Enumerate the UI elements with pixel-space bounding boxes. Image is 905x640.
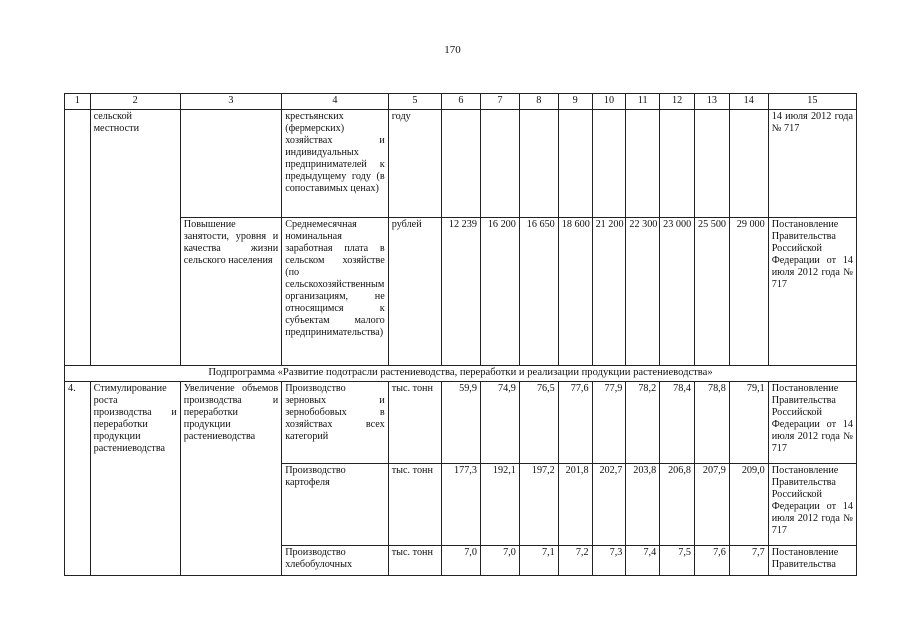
- cell-goal: Увеличение объемов производства и переработки продукции растениеводства: [180, 381, 281, 575]
- cell-goal: [180, 110, 281, 218]
- cell-value: [626, 110, 660, 218]
- cell-source: Постановление Правительства Российской Федерации от 14 июля 2012 года № 717: [768, 381, 856, 463]
- cell-value: 74,9: [480, 381, 519, 463]
- cell-unit: году: [388, 110, 441, 218]
- cell-value: 23 000: [660, 218, 695, 366]
- cell-value: 7,1: [519, 545, 558, 575]
- cell-indicator: Производство хлебобулочных: [282, 545, 389, 575]
- cell-value: 203,8: [626, 463, 660, 545]
- cell-indicator: крестьянских (фермерских) хозяйствах и индивидуальных предпринимателей к предыдущему году (в сопоставимых ценах): [282, 110, 389, 218]
- cell-value: 7,5: [660, 545, 695, 575]
- cell-value: 78,2: [626, 381, 660, 463]
- cell-value: 7,0: [480, 545, 519, 575]
- cell-value: 76,5: [519, 381, 558, 463]
- cell-value: [660, 110, 695, 218]
- cell-value: 206,8: [660, 463, 695, 545]
- cell-value: 12 239: [442, 218, 481, 366]
- cell-value: 77,6: [558, 381, 592, 463]
- cell-value: 197,2: [519, 463, 558, 545]
- column-numbers-row: [65, 94, 857, 110]
- table-row: [65, 110, 857, 218]
- indicators-table: [64, 93, 857, 576]
- col-header: 9: [558, 94, 592, 110]
- cell-value: 177,3: [442, 463, 481, 545]
- cell-value: 16 650: [519, 218, 558, 366]
- cell-value: 78,8: [694, 381, 729, 463]
- col-header: 3: [180, 94, 281, 110]
- cell-value: 201,8: [558, 463, 592, 545]
- cell-value: 29 000: [729, 218, 768, 366]
- col-header: 4: [282, 94, 389, 110]
- table-row: [65, 381, 857, 463]
- cell-source: Постановление Правительства: [768, 545, 856, 575]
- cell-indicator: Производство зерновых и зернобобовых в хозяйствах всех категорий: [282, 381, 389, 463]
- cell-value: 78,4: [660, 381, 695, 463]
- col-header: 11: [626, 94, 660, 110]
- cell-value: 16 200: [480, 218, 519, 366]
- cell-source: 14 июля 2012 года № 717: [768, 110, 856, 218]
- cell-value: 7,3: [592, 545, 626, 575]
- cell-num: 4.: [65, 381, 91, 575]
- col-header: 10: [592, 94, 626, 110]
- cell-value: 22 300: [626, 218, 660, 366]
- cell-value: 7,4: [626, 545, 660, 575]
- col-header: 12: [660, 94, 695, 110]
- cell-unit: рублей: [388, 218, 441, 366]
- cell-value: 25 500: [694, 218, 729, 366]
- cell-value: [519, 110, 558, 218]
- table-row: [65, 218, 857, 366]
- cell-value: 7,6: [694, 545, 729, 575]
- cell-unit: тыс. тонн: [388, 381, 441, 463]
- cell-task: сельской местности: [90, 110, 180, 366]
- col-header: 5: [388, 94, 441, 110]
- cell-unit: тыс. тонн: [388, 545, 441, 575]
- cell-unit: тыс. тонн: [388, 463, 441, 545]
- cell-value: [729, 110, 768, 218]
- cell-value: 7,7: [729, 545, 768, 575]
- cell-task: Стимулирование роста производства и переработки продукции растениеводства: [90, 381, 180, 575]
- col-header: 15: [768, 94, 856, 110]
- cell-value: 7,2: [558, 545, 592, 575]
- cell-value: [694, 110, 729, 218]
- col-header: 7: [480, 94, 519, 110]
- cell-source: Постановление Правительства Российской Федерации от 14 июля 2012 года № 717: [768, 218, 856, 366]
- cell-num: [65, 110, 91, 366]
- subprogram-title: Подпрограмма «Развитие подотрасли растениеводства, переработки и реализации продукции растениеводства»: [65, 366, 857, 382]
- col-header: 14: [729, 94, 768, 110]
- cell-value: 209,0: [729, 463, 768, 545]
- col-header: 1: [65, 94, 91, 110]
- col-header: 13: [694, 94, 729, 110]
- cell-value: 77,9: [592, 381, 626, 463]
- cell-value: [442, 110, 481, 218]
- page-number: 170: [444, 44, 461, 56]
- cell-value: 192,1: [480, 463, 519, 545]
- col-header: 2: [90, 94, 180, 110]
- cell-indicator: Среднемесячная номинальная заработная плата в сельском хозяйстве (по сельскохозяйственным организациям, не относящимся к субъектам малого предпринимательства): [282, 218, 389, 366]
- cell-value: [592, 110, 626, 218]
- cell-value: 79,1: [729, 381, 768, 463]
- cell-value: [480, 110, 519, 218]
- col-header: 8: [519, 94, 558, 110]
- cell-indicator: Производство картофеля: [282, 463, 389, 545]
- cell-value: 7,0: [442, 545, 481, 575]
- col-header: 6: [442, 94, 481, 110]
- subprogram-row: [65, 366, 857, 382]
- cell-value: 207,9: [694, 463, 729, 545]
- cell-value: 202,7: [592, 463, 626, 545]
- cell-value: 18 600: [558, 218, 592, 366]
- cell-goal: Повышение занятости, уровня и качества жизни сельского населения: [180, 218, 281, 366]
- cell-value: 59,9: [442, 381, 481, 463]
- cell-value: 21 200: [592, 218, 626, 366]
- cell-source: Постановление Правительства Российской Федерации от 14 июля 2012 года № 717: [768, 463, 856, 545]
- cell-value: [558, 110, 592, 218]
